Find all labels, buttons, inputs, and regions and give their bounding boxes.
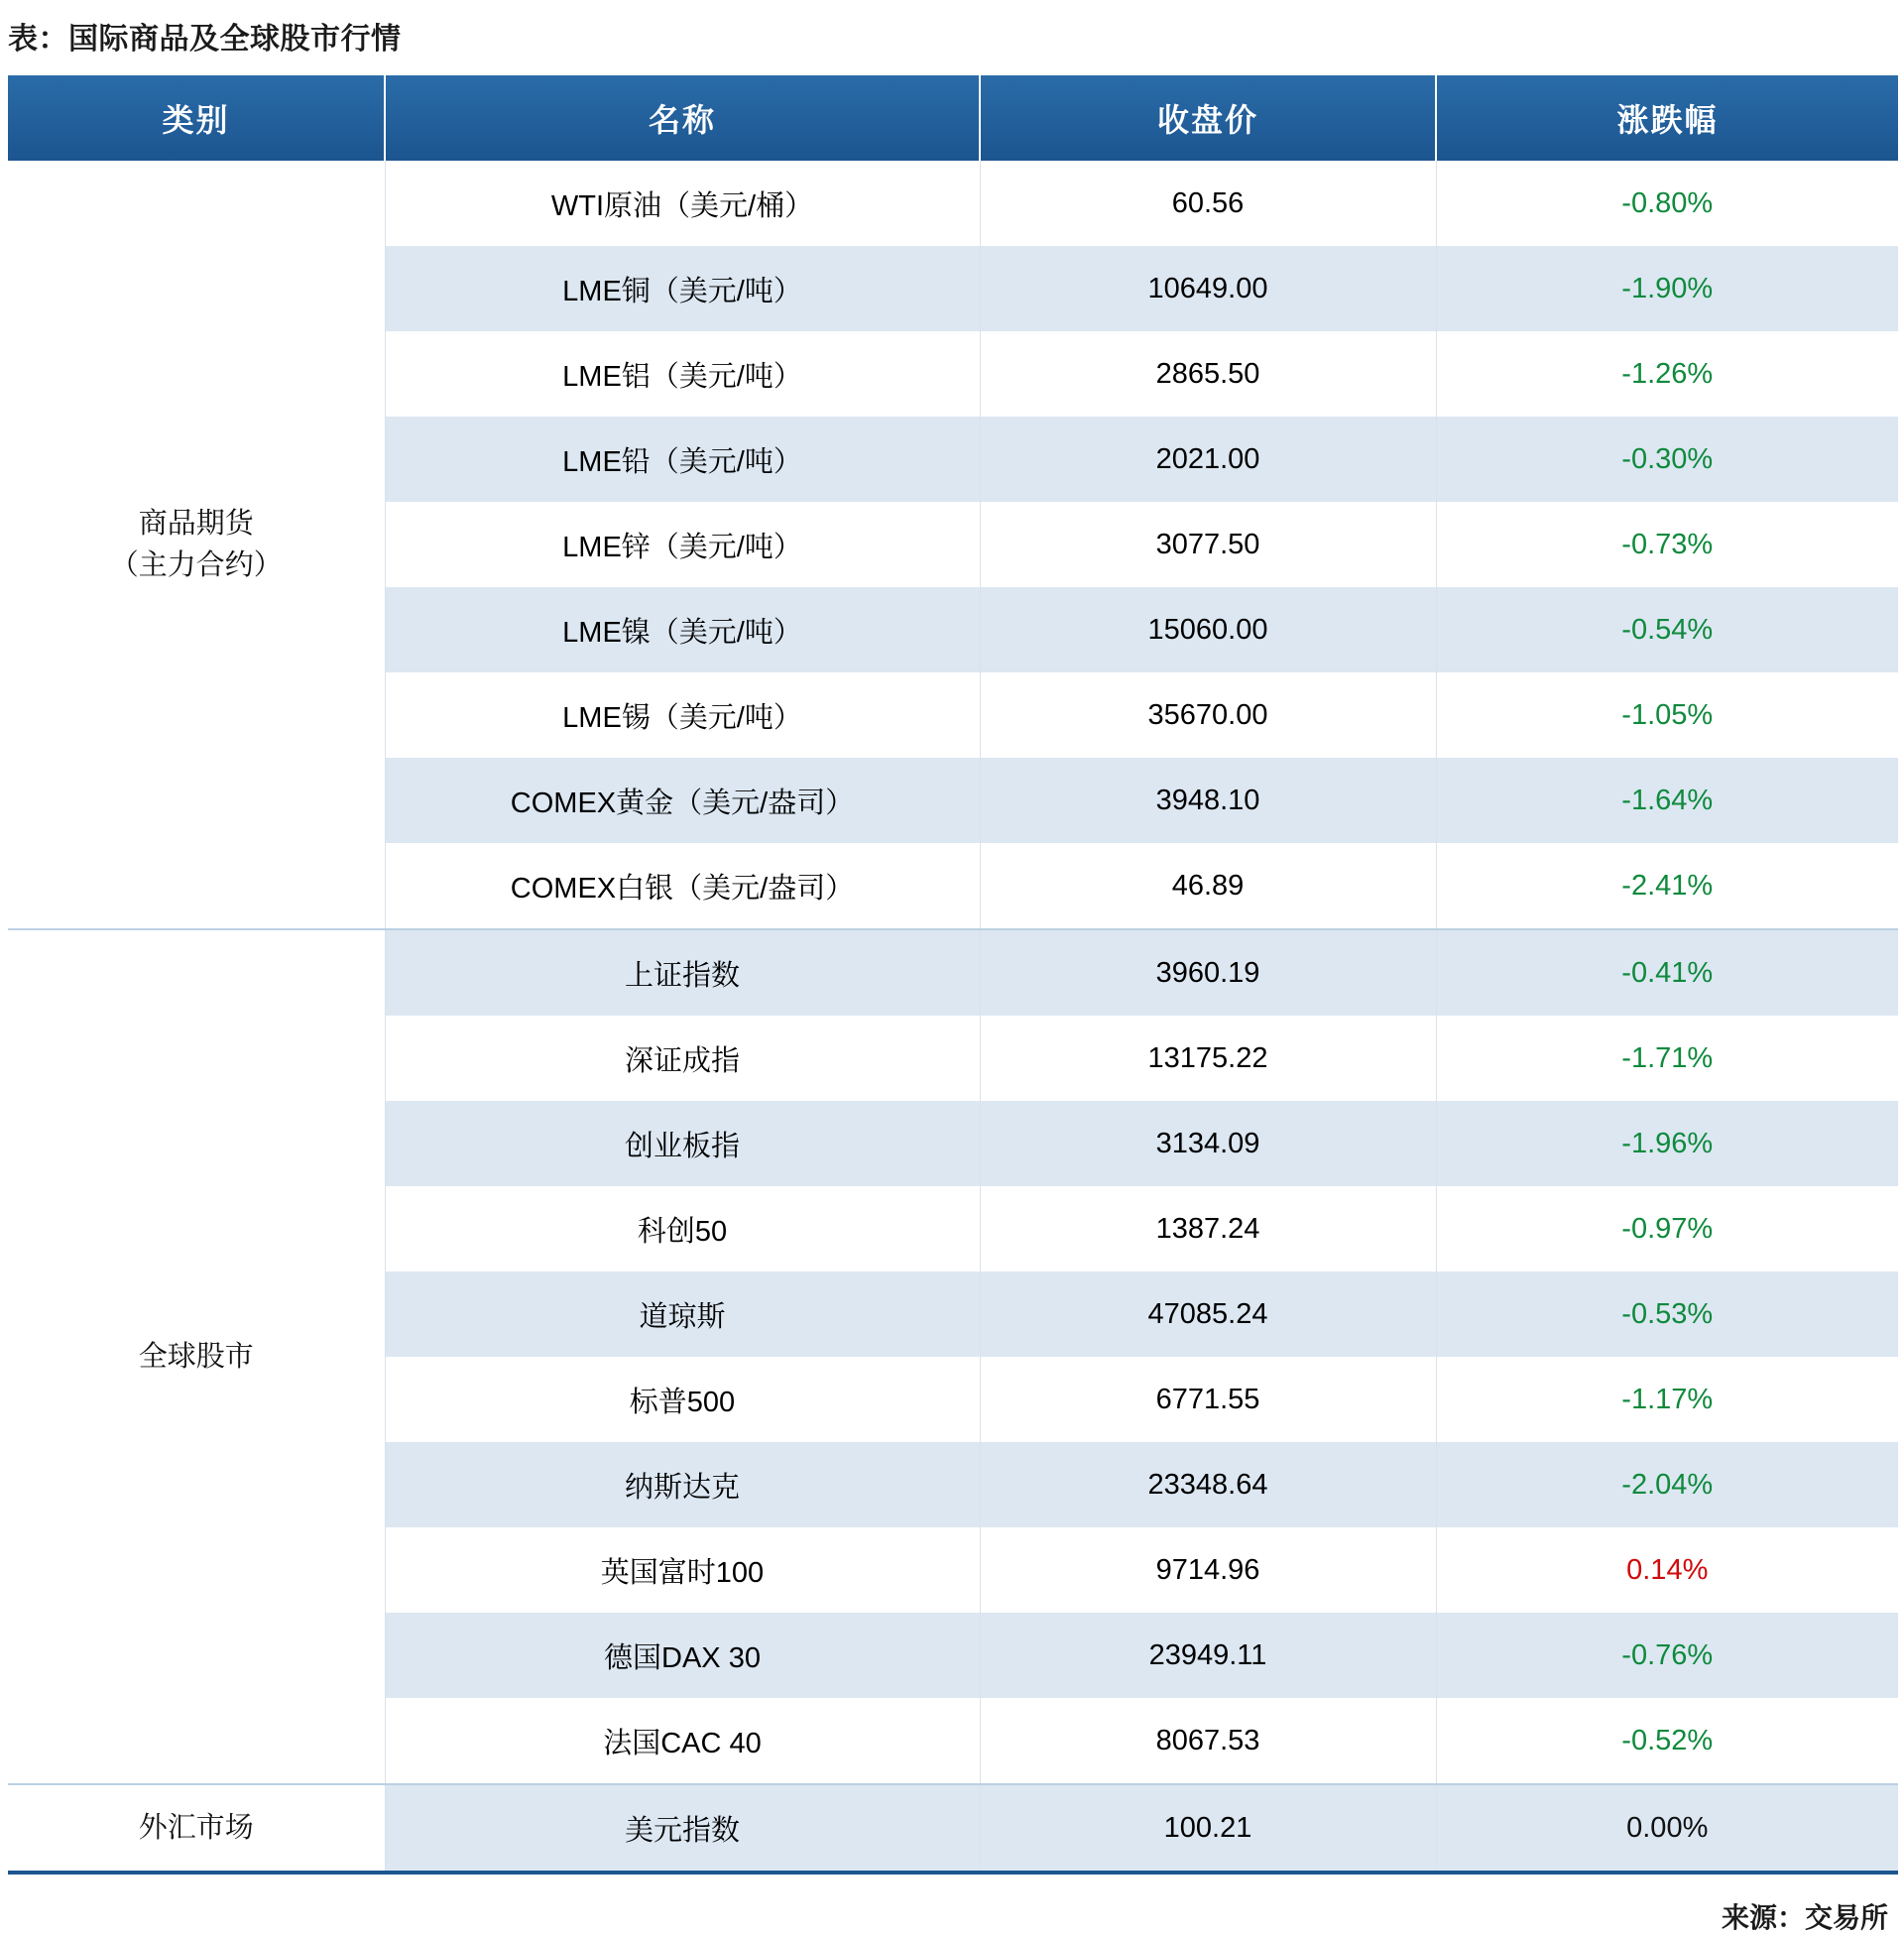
close-price-cell: 23949.11 bbox=[980, 1613, 1436, 1698]
category-label-line1: 商品期货 bbox=[138, 507, 254, 540]
category-label-line2: （主力合约） bbox=[109, 549, 283, 581]
column-header-change: 涨跌幅 bbox=[1436, 75, 1898, 161]
instrument-name-cell: 法国CAC 40 bbox=[385, 1698, 980, 1784]
change-percent-cell: -1.71% bbox=[1436, 1016, 1898, 1101]
change-percent-cell: -1.05% bbox=[1436, 672, 1898, 758]
close-price-cell: 10649.00 bbox=[980, 246, 1436, 331]
close-price-cell: 3960.19 bbox=[980, 929, 1436, 1016]
column-header-close-price: 收盘价 bbox=[980, 75, 1436, 161]
instrument-name-cell: COMEX黄金（美元/盎司） bbox=[385, 758, 980, 843]
instrument-name-cell: 科创50 bbox=[385, 1186, 980, 1271]
table-header bbox=[8, 75, 1898, 161]
table-body bbox=[8, 161, 1898, 1873]
change-percent-cell: -0.73% bbox=[1436, 502, 1898, 587]
change-percent-cell: -0.41% bbox=[1436, 929, 1898, 1016]
close-price-cell: 15060.00 bbox=[980, 587, 1436, 672]
close-price-cell: 23348.64 bbox=[980, 1442, 1436, 1527]
close-price-cell: 35670.00 bbox=[980, 672, 1436, 758]
close-price-cell: 2021.00 bbox=[980, 417, 1436, 502]
column-header-name: 名称 bbox=[385, 75, 980, 161]
instrument-name-cell: LME铝（美元/吨） bbox=[385, 331, 980, 417]
instrument-name-cell: 纳斯达克 bbox=[385, 1442, 980, 1527]
category-label-line1: 外汇市场 bbox=[138, 1811, 254, 1844]
change-percent-cell: -2.41% bbox=[1436, 843, 1898, 929]
change-percent-cell: 0.14% bbox=[1436, 1527, 1898, 1613]
change-percent-cell: -1.64% bbox=[1436, 758, 1898, 843]
close-price-cell: 60.56 bbox=[980, 161, 1436, 246]
instrument-name-cell: LME锌（美元/吨） bbox=[385, 502, 980, 587]
close-price-cell: 100.21 bbox=[980, 1784, 1436, 1873]
change-percent-cell: -1.26% bbox=[1436, 331, 1898, 417]
table-caption: 表：国际商品及全球股市行情 bbox=[8, 23, 402, 56]
close-price-cell: 47085.24 bbox=[980, 1271, 1436, 1357]
category-cell bbox=[8, 161, 385, 929]
close-price-cell: 6771.55 bbox=[980, 1357, 1436, 1442]
instrument-name-cell: LME铜（美元/吨） bbox=[385, 246, 980, 331]
column-header-category: 类别 bbox=[8, 75, 385, 161]
close-price-cell: 3077.50 bbox=[980, 502, 1436, 587]
change-percent-cell: 0.00% bbox=[1436, 1784, 1898, 1873]
instrument-name-cell: LME镍（美元/吨） bbox=[385, 587, 980, 672]
close-price-cell: 46.89 bbox=[980, 843, 1436, 929]
market-data-table bbox=[8, 75, 1898, 1875]
change-percent-cell: -0.30% bbox=[1436, 417, 1898, 502]
change-percent-cell: -1.96% bbox=[1436, 1101, 1898, 1186]
instrument-name-cell: LME铅（美元/吨） bbox=[385, 417, 980, 502]
instrument-name-cell: 创业板指 bbox=[385, 1101, 980, 1186]
change-percent-cell: -1.90% bbox=[1436, 246, 1898, 331]
instrument-name-cell: 深证成指 bbox=[385, 1016, 980, 1101]
instrument-name-cell: 道琼斯 bbox=[385, 1271, 980, 1357]
change-percent-cell: -0.76% bbox=[1436, 1613, 1898, 1698]
change-percent-cell: -0.80% bbox=[1436, 161, 1898, 246]
category-cell bbox=[8, 929, 385, 1784]
close-price-cell: 9714.96 bbox=[980, 1527, 1436, 1613]
change-percent-cell: -0.52% bbox=[1436, 1698, 1898, 1784]
instrument-name-cell: LME锡（美元/吨） bbox=[385, 672, 980, 758]
change-percent-cell: -1.17% bbox=[1436, 1357, 1898, 1442]
change-percent-cell: -0.54% bbox=[1436, 587, 1898, 672]
table-row bbox=[8, 929, 1898, 1016]
close-price-cell: 8067.53 bbox=[980, 1698, 1436, 1784]
category-label-line1: 全球股市 bbox=[138, 1340, 254, 1373]
instrument-name-cell: 标普500 bbox=[385, 1357, 980, 1442]
instrument-name-cell: 英国富时100 bbox=[385, 1527, 980, 1613]
close-price-cell: 2865.50 bbox=[980, 331, 1436, 417]
instrument-name-cell: WTI原油（美元/桶） bbox=[385, 161, 980, 246]
instrument-name-cell: 上证指数 bbox=[385, 929, 980, 1016]
change-percent-cell: -0.97% bbox=[1436, 1186, 1898, 1271]
close-price-cell: 3134.09 bbox=[980, 1101, 1436, 1186]
table-row bbox=[8, 1784, 1898, 1873]
change-percent-cell: -2.04% bbox=[1436, 1442, 1898, 1527]
close-price-cell: 1387.24 bbox=[980, 1186, 1436, 1271]
close-price-cell: 13175.22 bbox=[980, 1016, 1436, 1101]
table-row bbox=[8, 161, 1898, 246]
instrument-name-cell: 美元指数 bbox=[385, 1784, 980, 1873]
instrument-name-cell: 德国DAX 30 bbox=[385, 1613, 980, 1698]
close-price-cell: 3948.10 bbox=[980, 758, 1436, 843]
source-note: 来源：交易所 bbox=[1721, 1902, 1888, 1933]
instrument-name-cell: COMEX白银（美元/盎司） bbox=[385, 843, 980, 929]
change-percent-cell: -0.53% bbox=[1436, 1271, 1898, 1357]
category-cell bbox=[8, 1784, 385, 1873]
